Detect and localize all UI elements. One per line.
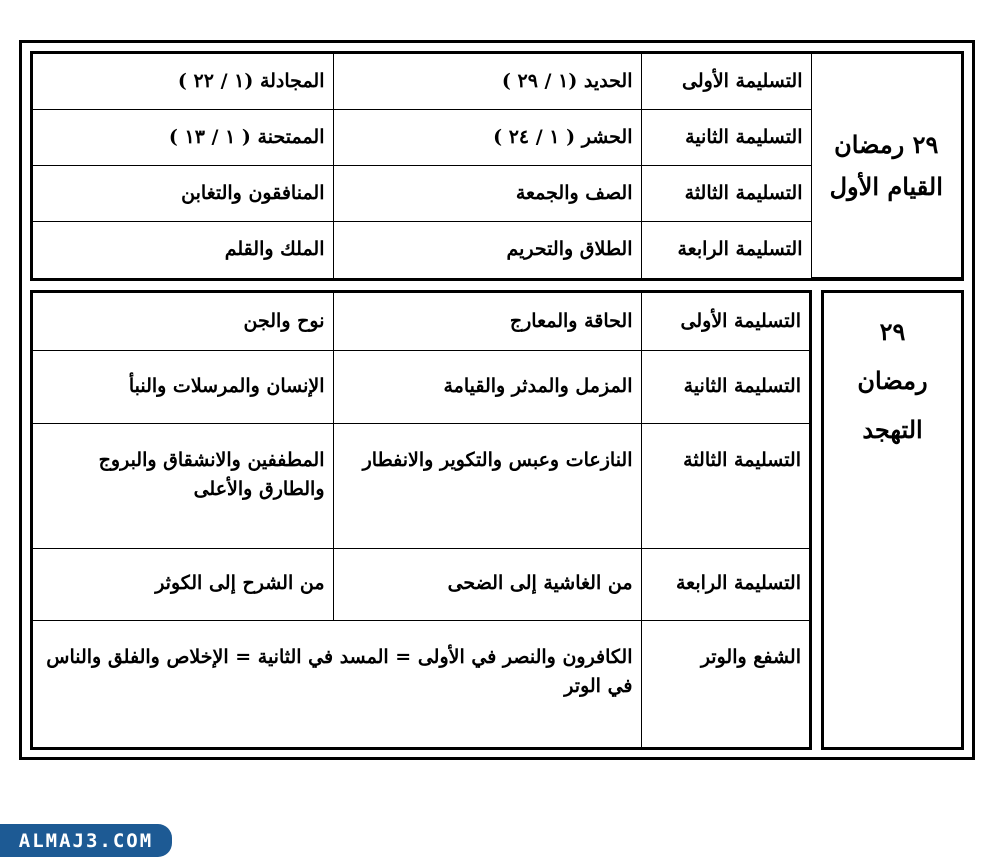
- surah-cell: الطلاق والتحريم: [333, 222, 641, 278]
- surah-cell: المجادلة (١ / ٢٢ ): [33, 54, 333, 110]
- row-label: التسليمة الرابعة: [641, 222, 811, 278]
- row-label: التسليمة الأولى: [641, 54, 811, 110]
- surah-cell: الحديد (١ / ٢٩ ): [333, 54, 641, 110]
- witr-text: الكافرون والنصر في الأولى = المسد في الثانية = الإخلاص والفلق والناس في الوتر: [33, 620, 641, 747]
- qiyam-header-date: ٢٩ رمضان: [834, 129, 939, 159]
- qiyam-header-title: القيام الأول: [829, 171, 943, 201]
- tahajjud-header-day: ٢٩: [879, 317, 906, 346]
- row-label: التسليمة الثانية: [641, 110, 811, 166]
- surah-cell: نوح والجن: [33, 293, 333, 350]
- witr-label: الشفع والوتر: [641, 620, 809, 747]
- surah-cell: المزمل والمدثر والقيامة: [333, 350, 641, 423]
- tahajjud-table: [30, 290, 812, 750]
- surah-cell: الملك والقلم: [33, 222, 333, 278]
- surah-cell: من الغاشية إلى الضحى: [333, 548, 641, 620]
- table-row: [33, 548, 809, 620]
- row-label: التسليمة الأولى: [641, 293, 809, 350]
- tahajjud-header-title: التهجد: [862, 415, 923, 445]
- qiyam-table: [30, 51, 964, 281]
- table-row: [33, 423, 809, 548]
- table-row: [33, 620, 809, 747]
- surah-cell: الحاقة والمعارج: [333, 293, 641, 350]
- row-label: التسليمة الثانية: [641, 350, 809, 423]
- surah-cell: النازعات وعبس والتكوير والانفطار: [333, 423, 641, 548]
- row-label: التسليمة الثالثة: [641, 166, 811, 222]
- surah-cell: الإنسان والمرسلات والنبأ: [33, 350, 333, 423]
- table-row: [33, 293, 809, 350]
- tahajjud-header-box: [821, 290, 964, 750]
- surah-cell: من الشرح إلى الكوثر: [33, 548, 333, 620]
- surah-cell: الحشر ( ١ / ٢٤ ): [333, 110, 641, 166]
- tahajjud-header-month: رمضان: [857, 366, 928, 396]
- row-label: التسليمة الثالثة: [641, 423, 809, 548]
- qiyam-header-cell: [811, 54, 961, 278]
- site-logo: ALMAJ3.COM: [0, 824, 172, 857]
- surah-cell: الممتحنة ( ١ / ١٣ ): [33, 110, 333, 166]
- row-label: التسليمة الرابعة: [641, 548, 809, 620]
- table-row: [33, 350, 809, 423]
- surah-cell: المطففين والانشقاق والبروج والطارق والأعلى: [33, 423, 333, 548]
- surah-cell: المنافقون والتغابن: [33, 166, 333, 222]
- table-row: [33, 54, 961, 110]
- surah-cell: الصف والجمعة: [333, 166, 641, 222]
